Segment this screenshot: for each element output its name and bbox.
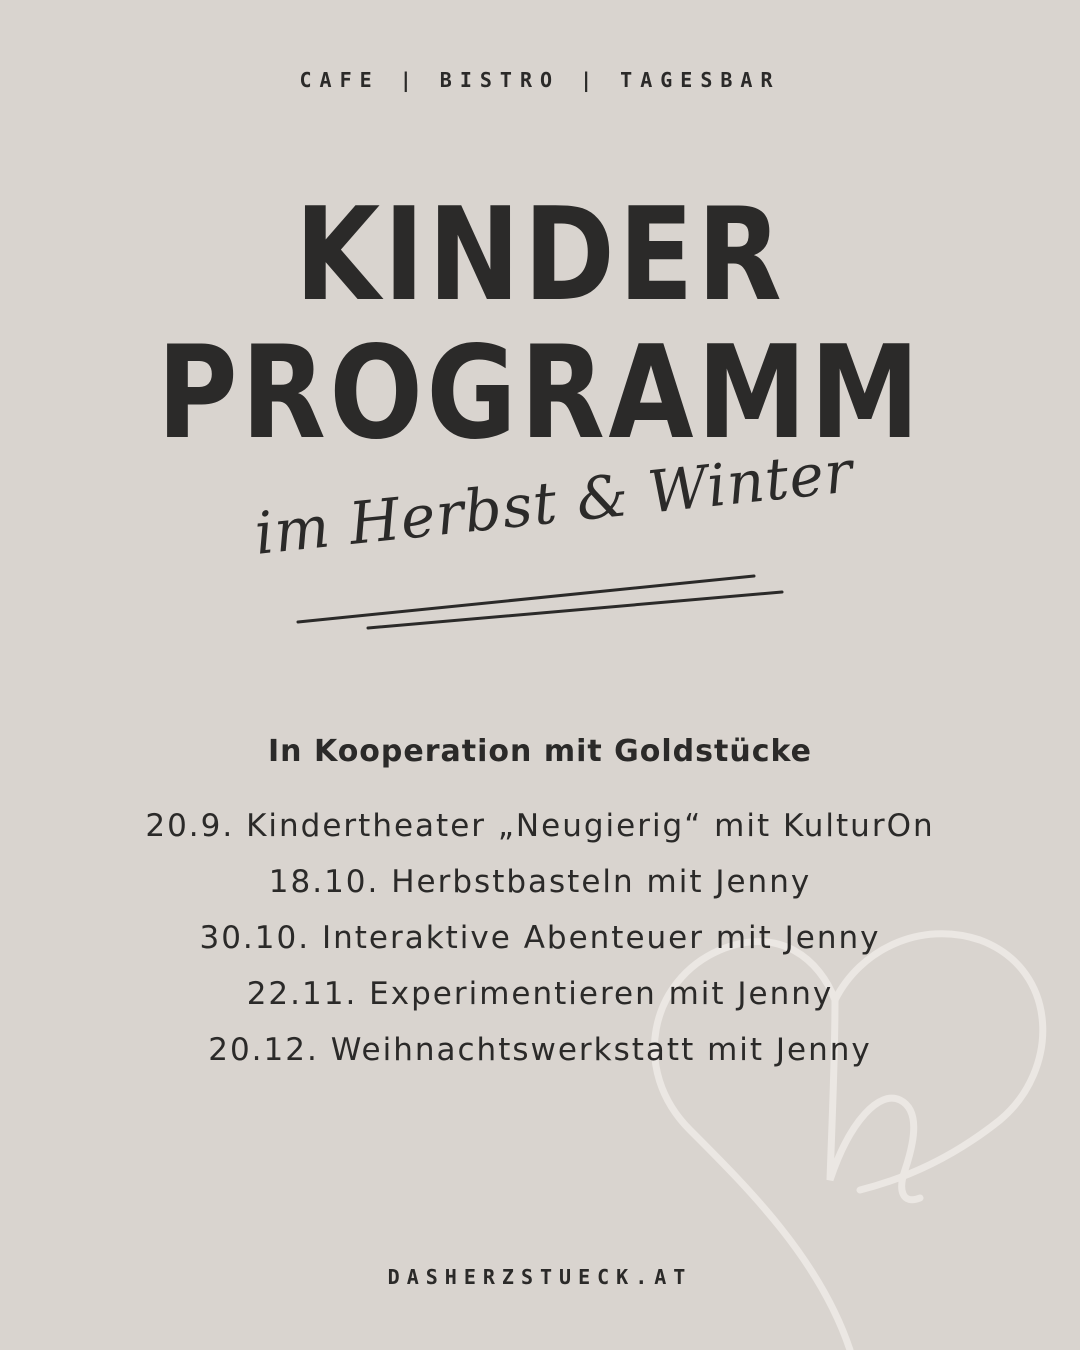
event-item: 20.12. Weihnachtswerkstatt mit Jenny: [208, 1032, 872, 1068]
script-subheading: im Herbst & Winter: [251, 437, 857, 568]
tagline: CAFE | BISTRO | TAGESBAR: [299, 68, 781, 92]
cooperation-heading: In Kooperation mit Goldstücke: [268, 734, 812, 769]
event-item: 22.11. Experimentieren mit Jenny: [246, 976, 834, 1012]
event-list: [0, 798, 1080, 1078]
event-item: 18.10. Herbstbasteln mit Jenny: [268, 864, 812, 900]
decorative-underline: [290, 568, 790, 638]
event-item: 20.9. Kindertheater „Neugierig“ mit KulturOn: [145, 808, 935, 844]
title-line-2: PROGRAMM: [157, 319, 923, 468]
website-url: DASHERZSTUECK.AT: [387, 1265, 693, 1289]
event-item: 30.10. Interaktive Abenteuer mit Jenny: [199, 920, 881, 956]
title-line-1: KINDER: [294, 181, 786, 330]
